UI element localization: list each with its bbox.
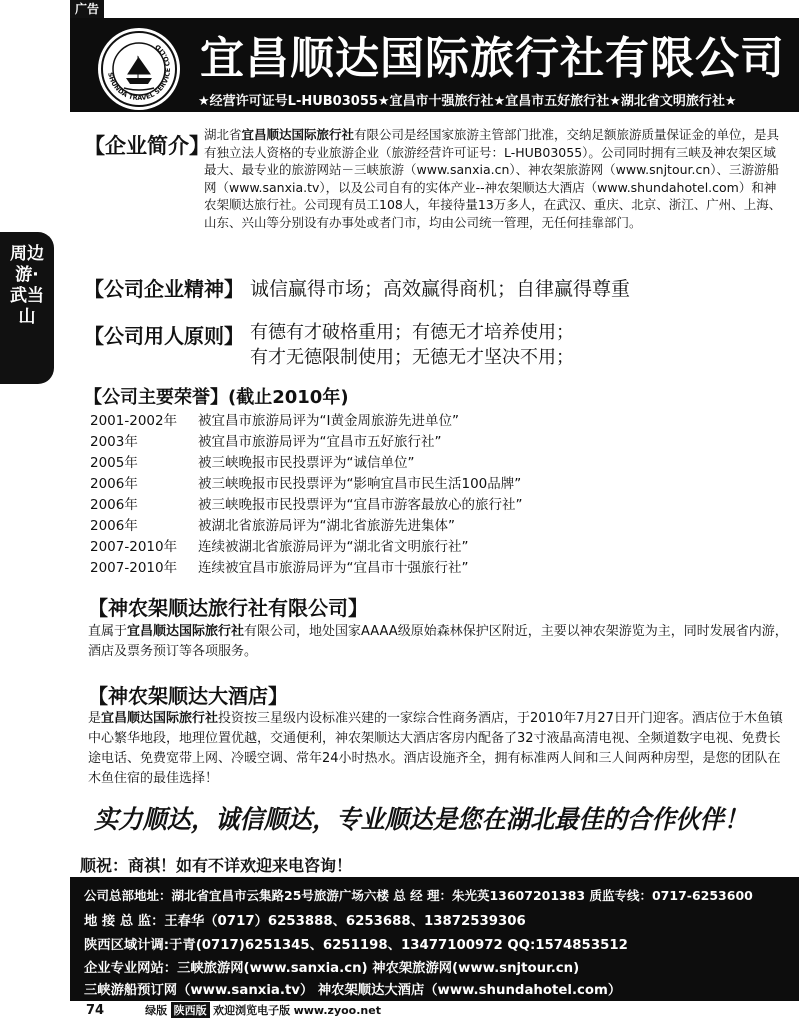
- honor-row: [90, 411, 690, 432]
- hotel-body: 投资按三星级内设标准兴建的一家综合性商务酒店，于2010年7月27日开门迎客。酒店位于木鱼镇中心繁华地段，地理位置优越，交通便利，神农架顺达大酒店客房内配备了32寸液晶高清电视、全频道数字电视、免费长途电话、免费宽带上网、冷暖空调、常年24小时热水。酒店设施齐全，拥有标准两人间和三人间两种房型，是您的团队在木鱼住宿的最佳选择！: [88, 711, 783, 786]
- contact-footer: [70, 877, 799, 1001]
- honors-heading: 【公司主要荣誉】(截止2010年): [84, 387, 349, 408]
- hotel-heading: 【神农架顺达大酒店】: [88, 684, 288, 708]
- honor-text: 被三峡晚报市民投票评为“诚信单位”: [198, 455, 415, 471]
- ad-tag: 广告: [70, 0, 104, 18]
- principle-line-2: 有才无德限制使用；无德无才坚决不用；: [250, 347, 574, 368]
- intro-company-name: 宜昌顺达国际旅行社: [241, 127, 355, 142]
- honor-text: 被湖北省旅游局评为“湖北省旅游先进集体”: [198, 518, 455, 534]
- honor-row: [90, 453, 690, 474]
- honor-text: 连续被湖北省旅游局评为“湖北省文明旅行社”: [198, 539, 469, 555]
- honor-text: 被三峡晚报市民投票评为“宜昌市游客最放心的旅行社”: [198, 497, 523, 513]
- principle-line-1: 有德有才破格重用；有德无才培养使用；: [250, 322, 574, 343]
- slogan: 实力顺达，诚信顺达，专业顺达是您在湖北最佳的合作伙伴！: [94, 805, 749, 835]
- agency-heading: 【神农架顺达旅行社有限公司】: [88, 596, 368, 620]
- honor-year: 2006年: [90, 476, 138, 492]
- agency-lead: 直属于: [88, 624, 128, 639]
- footer-websites: 企业专业网站：三峡旅游网(www.sanxia.cn) 神农架旅游网(www.snjtour.cn): [84, 961, 580, 976]
- spirit-text: 诚信赢得市场；高效赢得商机；自律赢得尊重: [250, 278, 631, 300]
- principle-heading: 【公司用人原则】: [84, 324, 244, 348]
- logo-ring-text: SHUNDA TRAVEL SERVICE CO.LTD: [106, 42, 173, 103]
- honor-year: 2003年: [90, 434, 138, 450]
- footer-address: 公司总部地址：湖北省宜昌市云集路25号旅游广场六楼 总 经 理：朱光英13607201383 质监专线：0717-6253600: [84, 888, 753, 903]
- spirit-heading: 【公司企业精神】: [84, 277, 244, 301]
- honor-row: [90, 495, 690, 516]
- page-number: 74: [86, 1003, 105, 1018]
- intro-body: 有限公司是经国家旅游主管部门批准，交纳足额旅游质量保证金的单位，是具有独立法人资格的专业旅游企业（旅游经营许可证号：L-HUB03055）。公司同时拥有三峡及神农架区域最大、最专业的旅游网站－三峡旅游（www.sanxia.cn）、神农架旅游网（www.snjtour.cn）、三游游船网（www.sanxia.tv），以及公司自有的实体产业--神农架顺达大酒店（www.shundahotel.com）和神农架顺达旅行社。公司现有员工108人，年接待量13万多人，在武汉、重庆、北京、浙江、广州、上海、山东、兴山等分别设有办事处或者门市，均由公司统一管理，无任何挂靠部门。: [204, 127, 782, 230]
- agency-company-name: 宜昌顺达国际旅行社: [127, 624, 245, 639]
- greeting: 顺祝：商祺！如有不详欢迎来电咨询！: [80, 856, 353, 875]
- header-banner: [70, 18, 799, 112]
- edition-label: 绿版: [145, 1004, 168, 1017]
- ebook-tagline: 欢迎浏览电子版: [213, 1004, 291, 1017]
- agency-body: 有限公司，地处国家AAAA级原始森林保护区附近，主要以神农架游览为主，同时发展省内游，酒店及票务预订等各项服务。: [88, 624, 788, 659]
- honor-text: 连续被宜昌市旅游局评为“宜昌市十强旅行社”: [198, 560, 469, 576]
- hotel-paragraph: [88, 709, 788, 789]
- intro-paragraph: [204, 126, 787, 232]
- footer-shaanxi-planner: 陕西区域计调:于青(0717)6251345、6251198、13477100972 QQ:1574853512: [84, 938, 628, 953]
- site-link[interactable]: www.zyoo.net: [293, 1004, 381, 1017]
- honor-row: [90, 516, 690, 537]
- company-logo: [96, 26, 182, 112]
- honor-year: 2007-2010年: [90, 539, 178, 555]
- honors-list: [90, 411, 690, 579]
- honor-year: 2006年: [90, 497, 138, 513]
- side-category-tab: [0, 232, 54, 384]
- agency-paragraph: [88, 622, 788, 662]
- honor-year: 2005年: [90, 455, 138, 471]
- hotel-lead: 是: [88, 711, 102, 726]
- region-chip: 陕西版: [171, 1002, 210, 1018]
- honor-year: 2001-2002年: [90, 413, 178, 429]
- company-title: 宜昌顺达国际旅行社有限公司: [200, 33, 785, 84]
- honor-row: [90, 558, 690, 579]
- honor-row: [90, 537, 690, 558]
- honor-row: [90, 474, 690, 495]
- hotel-company-name: 宜昌顺达国际旅行社: [101, 711, 219, 726]
- honor-text: 被宜昌市旅游局评为“宜昌市五好旅行社”: [198, 434, 442, 450]
- intro-lead: 湖北省: [204, 127, 242, 142]
- honor-row: [90, 432, 690, 453]
- honor-text: 被三峡晚报市民投票评为“影响宜昌市民生活100品牌”: [198, 476, 522, 492]
- side-tab-label: 周边游·武当山: [10, 244, 44, 327]
- footer-booking-sites: 三峡游船预订网（www.sanxia.tv） 神农架顺达大酒店（www.shundahotel.com）: [84, 983, 622, 998]
- honor-text: 被宜昌市旅游局评为“I黄金周旅游先进单位”: [198, 413, 459, 429]
- honor-year: 2007-2010年: [90, 560, 178, 576]
- footer-ground-director: 地 接 总 监：王春华（0717）6253888、6253688、13872539306: [84, 914, 526, 929]
- honor-year: 2006年: [90, 518, 138, 534]
- intro-heading: 【企业简介】: [84, 134, 210, 158]
- page-footer-strip: [86, 1002, 381, 1017]
- license-line: ★经营许可证号L-HUB03055★宜昌市十强旅行社★宜昌市五好旅行社★湖北省文明旅行社★: [198, 94, 737, 109]
